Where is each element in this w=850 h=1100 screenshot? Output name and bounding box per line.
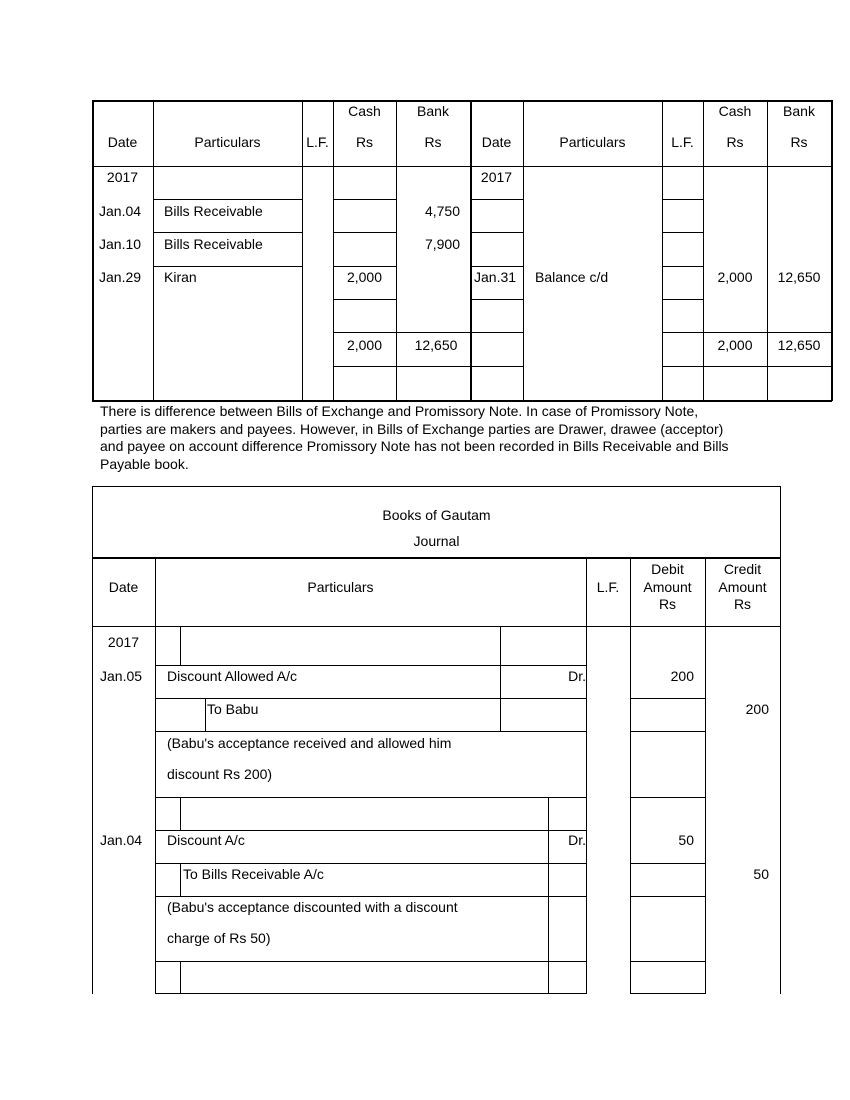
journal-entry-narration: charge of Rs 50) (167, 930, 271, 946)
ledger-debit-total-bank: 12,650 (414, 337, 458, 353)
journal-entry-narration: (Babu's acceptance received and allowed him (167, 735, 452, 751)
journal-row-line (630, 797, 706, 798)
journal-entry-credit-amount: 50 (753, 866, 769, 882)
ledger-row-line (333, 199, 397, 200)
journal-entry-credit-account: To Bills Receivable A/c (183, 866, 324, 882)
ledger-row-line (662, 232, 704, 233)
journal-header-divider (92, 626, 781, 627)
journal-row-line (630, 961, 706, 962)
journal-row-line (155, 863, 587, 864)
journal-entry-dr: Dr. (568, 832, 586, 848)
journal-row-line (155, 993, 587, 994)
journal-entry-narration: (Babu's acceptance discounted with a discount (167, 899, 458, 915)
ledger-credit-bank: 12,650 (777, 269, 821, 285)
journal-entry-debit-amount: 50 (678, 832, 694, 848)
journal-entry-credit-account: To Babu (207, 701, 259, 717)
journal-entry-debit-amount: 200 (670, 668, 694, 684)
journal-inner-line (500, 626, 501, 732)
ledger-header-lf: L.F. (306, 134, 329, 150)
ledger-row-line (333, 232, 397, 233)
ledger-header-cash: Cash (348, 103, 381, 119)
journal-entry-debit-account: Discount Allowed A/c (167, 668, 297, 684)
ledger-header-particulars: Particulars (559, 134, 626, 150)
journal-header-debit-amount: Amount (643, 579, 692, 595)
ledger-row-line (470, 266, 524, 267)
journal-entry-dr: Dr. (568, 668, 586, 684)
ledger-header-date: Date (481, 134, 512, 150)
journal-title: Books of Gautam (382, 507, 491, 523)
journal-year: 2017 (107, 634, 140, 650)
ledger-total-line (662, 366, 832, 367)
journal-entry-debit-account: Discount A/c (167, 832, 245, 848)
journal-row-line (155, 896, 587, 897)
ledger-debit-date: Jan.10 (99, 236, 142, 252)
ledger-header-divider (92, 166, 832, 167)
ledger-debit-date: Jan.29 (99, 269, 142, 285)
ledger-header-bank: Bank (783, 103, 815, 119)
journal-left-border (92, 486, 93, 994)
ledger-credit-total-cash: 2,000 (717, 337, 753, 353)
journal-header-date: Date (108, 579, 139, 595)
journal-inner-line (180, 863, 181, 896)
journal-row-line (155, 731, 587, 732)
ledger-top-border (92, 100, 832, 102)
journal-row-line (155, 698, 587, 699)
ledger-credit-year: 2017 (480, 169, 513, 185)
journal-inner-line (180, 797, 181, 830)
journal-row-line (155, 665, 587, 666)
journal-row-line (155, 797, 587, 798)
ledger-credit-date: Jan.31 (474, 269, 517, 285)
journal-header-credit-amount: Amount (718, 579, 767, 595)
ledger-credit-cash: 2,000 (717, 269, 753, 285)
ledger-total-line (333, 366, 471, 367)
journal-entry-date: Jan.05 (100, 668, 143, 684)
journal-col-line (630, 557, 631, 994)
ledger-debit-date: Jan.04 (99, 203, 142, 219)
ledger-header-lf: L.F. (671, 134, 694, 150)
journal-header-credit-rs: Rs (733, 596, 752, 612)
ledger-header-bank: Bank (417, 103, 449, 119)
journal-header-particulars: Particulars (307, 579, 374, 595)
explanatory-note: There is difference between Bills of Exchange and Promissory Note. In case of Promissory Note, parties are makers and payees. However, in Bills of Exchange parties are Drawer, drawee (acceptor) and payee on account difference Promissory Note has not been recorded in Bills Receivable and Bills Payable book. (100, 403, 729, 472)
journal-title-divider (92, 557, 781, 559)
ledger-row-line (470, 332, 524, 333)
ledger-row-line (662, 266, 704, 267)
journal-top-border (92, 486, 781, 487)
journal-row-line (155, 961, 587, 962)
ledger-total-line (333, 332, 471, 333)
journal-inner-line (180, 626, 181, 665)
journal-col-line (155, 557, 156, 994)
ledger-row-line (470, 232, 524, 233)
ledger-credit-total-bank: 12,650 (777, 337, 821, 353)
journal-subtitle: Journal (413, 533, 460, 549)
ledger-bottom-border (92, 400, 832, 402)
ledger-row-line (153, 266, 303, 267)
ledger-debit-bank: 7,900 (424, 236, 460, 252)
ledger-total-line (662, 332, 832, 333)
journal-inner-line (180, 961, 181, 994)
ledger-row-line (470, 199, 524, 200)
ledger-row-line (470, 299, 524, 300)
ledger-row-line (153, 199, 303, 200)
journal-row-line (630, 863, 706, 864)
journal-col-line (705, 557, 706, 994)
ledger-header-cash-rs: Rs (726, 134, 744, 150)
ledger-row-line (662, 199, 704, 200)
ledger-row-line (333, 266, 397, 267)
ledger-row-line (662, 299, 704, 300)
journal-entry-narration: discount Rs 200) (167, 766, 273, 782)
journal-row-line (630, 993, 706, 994)
ledger-header-cash-rs: Rs (355, 134, 374, 150)
ledger-debit-particulars: Bills Receivable (164, 236, 263, 252)
ledger-row-line (153, 232, 303, 233)
journal-entry-date: Jan.04 (100, 832, 143, 848)
journal-inner-line (548, 797, 549, 994)
journal-right-border (780, 486, 781, 994)
ledger-credit-particulars: Balance c/d (535, 269, 609, 285)
ledger-row-line (333, 299, 397, 300)
ledger-debit-cash: 2,000 (346, 269, 383, 285)
journal-row-line (630, 731, 706, 732)
journal-row-line (630, 698, 706, 699)
ledger-header-particulars: Particulars (194, 134, 261, 150)
journal-row-line (630, 896, 706, 897)
ledger-header-bank-rs: Rs (424, 134, 442, 150)
ledger-right-border (831, 100, 833, 401)
journal-entry-credit-amount: 200 (745, 701, 769, 717)
journal-header-debit-rs: Rs (658, 596, 677, 612)
ledger-debit-year: 2017 (106, 169, 139, 185)
journal-header-debit: Debit (651, 561, 684, 577)
journal-header-lf: L.F. (596, 579, 620, 595)
journal-row-line (155, 830, 587, 831)
ledger-debit-particulars: Kiran (164, 269, 197, 285)
ledger-debit-particulars: Bills Receivable (164, 203, 263, 219)
ledger-header-date: Date (107, 134, 138, 150)
ledger-header-cash: Cash (718, 103, 752, 119)
journal-header-credit: Credit (723, 561, 762, 577)
ledger-debit-bank: 4,750 (424, 203, 460, 219)
journal-inner-line (205, 698, 206, 731)
ledger-row-line (470, 366, 524, 367)
ledger-debit-total-cash: 2,000 (346, 337, 383, 353)
journal-col-line (586, 557, 587, 994)
ledger-header-bank-rs: Rs (790, 134, 808, 150)
